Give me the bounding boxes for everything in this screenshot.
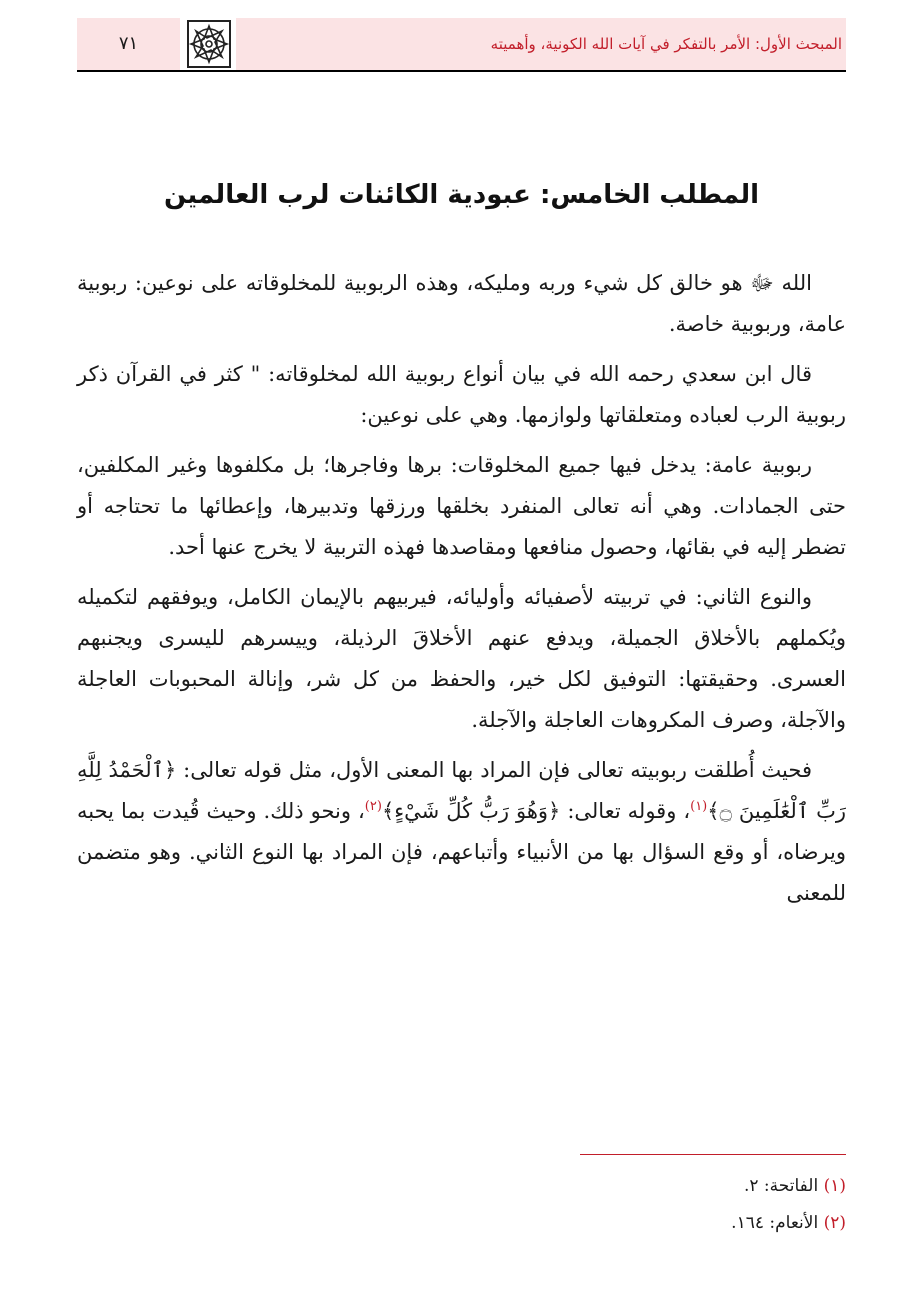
footnote-1: [77, 1168, 846, 1205]
paragraph-5-text-b: ﴾: [707, 799, 720, 823]
paragraph-5: [77, 750, 846, 914]
footnote-text: الفاتحة: ٢.: [743, 1176, 819, 1196]
body-text: [77, 263, 846, 923]
paragraph-1: الله ﷻ هو خالق كل شيء وربه ومليكه، وهذه الربوبية للمخلوقاته على نوعين: ربوبية عامة، وربوبية خاصة.: [77, 271, 846, 336]
footnote-number: (٢): [823, 1213, 846, 1233]
footnote-text: الأنعام: ١٦٤.: [731, 1213, 819, 1233]
paragraph-5-text-d: ﴾: [381, 799, 395, 823]
paragraph-2: قال ابن سعدي رحمه الله في بيان أنواع ربوبية الله لمخلوقاته: " كثر في القرآن ذكر ربوبية الرب لعباده ومتعلقاتها ولوازمها. وهي على نوعين:: [77, 362, 846, 427]
footnote-ref-2[interactable]: (٢): [364, 799, 382, 814]
footnote-2: [77, 1205, 846, 1242]
page-number: ٧١: [77, 18, 180, 70]
header-divider: [77, 70, 846, 72]
chapter-title: المبحث الأول: الأمر بالتفكر في آيات الله الكونية، وأهميته: [236, 18, 846, 70]
footnote-number: (١): [823, 1176, 846, 1196]
quran-verse-2: وَهُوَ رَبُّ كُلِّ شَيْءٍ: [394, 799, 549, 823]
quran-verse-1: ٱلْحَمْدُ لِلَّهِ رَبِّ ٱلْعَٰلَمِينَ ۝: [77, 758, 846, 823]
footnote-divider: [580, 1154, 846, 1155]
paragraph-5-text-c: ، وقوله تعالى: ﴿: [548, 799, 691, 823]
paragraph-5-text-a: فحيث أُطلقت ربوبيته تعالى فإن المراد بها المعنى الأول، مثل قوله تعالى: ﴿: [163, 758, 812, 782]
paragraph-4: والنوع الثاني: في تربيته لأصفيائه وأوليائه، فيربيهم بالإيمان الكامل، ويوفقهم لتكميله ويُكملهم بالأخلاق الجميلة، ويدفع عنهم الأخلاقَ الرذيلة، وييسرهم لليسرى ويجنبهم العسرى. وحقيقتها: التوفيق لكل خير، والحفظ من كل شر، وإنالة المحبوبات العاجلة والآجلة، وصرف المكروهات العاجلة والآجلة.: [77, 585, 846, 732]
running-header: [77, 18, 846, 72]
footnotes: [77, 1168, 846, 1242]
paragraph-5-text-e: ، ونحو ذلك. وحيث قُيدت بما يحبه ويرضاه، أو وقع السؤال بها من الأنبياء وأتباعهم، فإن المراد بها النوع الثاني. وهو متضمن للمعنى: [77, 799, 846, 905]
paragraph-3: ربوبية عامة: يدخل فيها جميع المخلوقات: برها وفاجرها؛ بل مكلفوها وغير المكلفين، حتى الجمادات. وهي أنه تعالى المنفرد بخلقها ورزقها وتدبيرها، وإعطائها ما تحتاجه أو تضطر إليه في بقائها، وحصول منافعها ومقاصدها فهذه التربية لا يخرج عنها أحد.: [77, 453, 846, 559]
footnote-ref-1[interactable]: (١): [690, 799, 708, 814]
section-heading: المطلب الخامس: عبودية الكائنات لرب العالمين: [163, 180, 759, 210]
geometric-star-ornament-icon: [180, 18, 236, 70]
